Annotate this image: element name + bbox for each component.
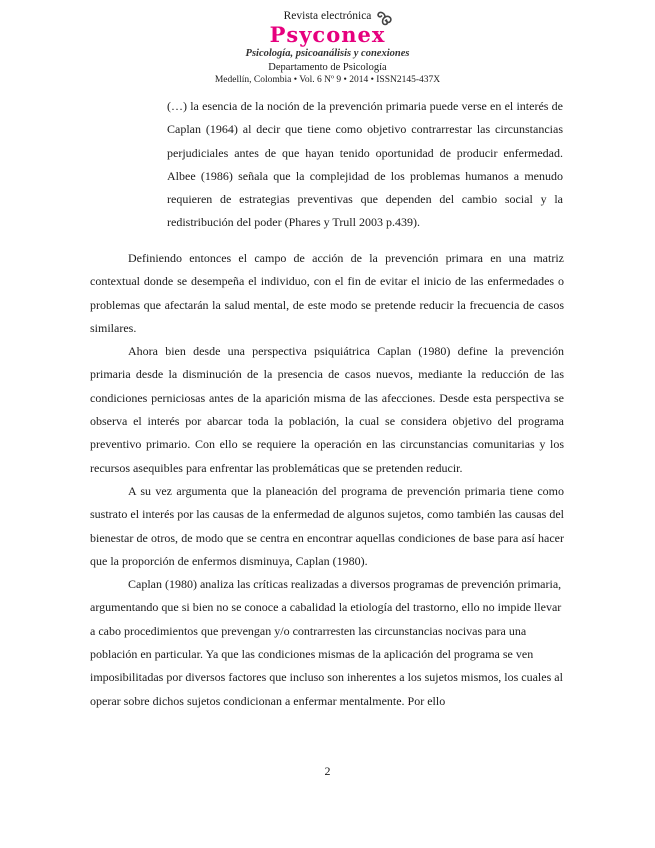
brand-logo-text: Psyconex (269, 22, 386, 47)
triskele-icon (375, 7, 395, 27)
page-header (0, 6, 655, 87)
paragraph: Caplan (1980) analiza las críticas realizadas a diversos programas de prevención primaria, argumentando que si bien no se conoce a cabalidad la etiología del trastorno, ello no impide llevar a cabo procedimientos que prevengan y/o contrarresten las circunstancias nocivas para una población en particular. Ya que las condiciones mismas de la aplicación del programa se ven imposibilitadas por diversos factores que incluso son inherentes a los sujetos mismos, los cuales al operar sobre dichos sujetos condicionan a enfermar mentalmente. Por ello (90, 577, 563, 708)
block-quote: (…) la esencia de la noción de la prevención primaria puede verse en el interés de Caplan (1964) al decir que tiene como objetivo contrarrestar las circunstancias perjudiciales antes de que hayan tenido oportunidad de producir enfermedad. Albee (1986) señala que la complejidad de los problemas humanos a menudo requieren de estrategias preventivas que dependen del cambio social y la redistribución del poder (Phares y Trull 2003 p.439). (167, 99, 563, 230)
paragraph: Definiendo entonces el campo de acción de la prevención primara en una matriz contextual donde se desempeña el individuo, con el fin de evitar el inicio de las enfermedades o problemas que afectarán la salud mental, de este modo se pretende reducir la frecuencia de casos similares. (90, 251, 564, 335)
journal-name (284, 9, 372, 24)
paragraph: Ahora bien desde una perspectiva psiquiátrica Caplan (1980) define la prevención primaria desde la disminución de la presencia de casos nuevos, mediante la reducción de las condiciones perniciosas antes de la aparición misma de las afecciones. Desde esta perspectiva se observa el interés por abarcar toda la población, la cual se considera objetivo del programa preventivo primario. Con ello se requiere la operación en las circunstancias comunitarias y los recursos asequibles para enfrentar las problemáticas que se pretenden reducir. (90, 344, 564, 475)
journal-title: Revista electrónica (283, 10, 372, 22)
body-text (90, 247, 564, 713)
tagline: Psicología, psicoanálisis y conexiones (245, 48, 410, 59)
department: Departamento de Psicología (268, 62, 387, 73)
paragraph: A su vez argumenta que la planeación del programa de prevención primaria tiene como sustrato el interés por las causas de la enfermedad de algunos sujetos, como también las causas del bienestar de otros, de modo que se centra en encontrar aquellas condiciones de base para así hacer que la proporción de enfermos disminuya, Caplan (1980). (90, 483, 564, 568)
page-number: 2 (324, 764, 331, 778)
issue-line: Medellín, Colombia • Vol. 6 Nº 9 • 2014 • ISSN2145-437X (214, 75, 441, 85)
